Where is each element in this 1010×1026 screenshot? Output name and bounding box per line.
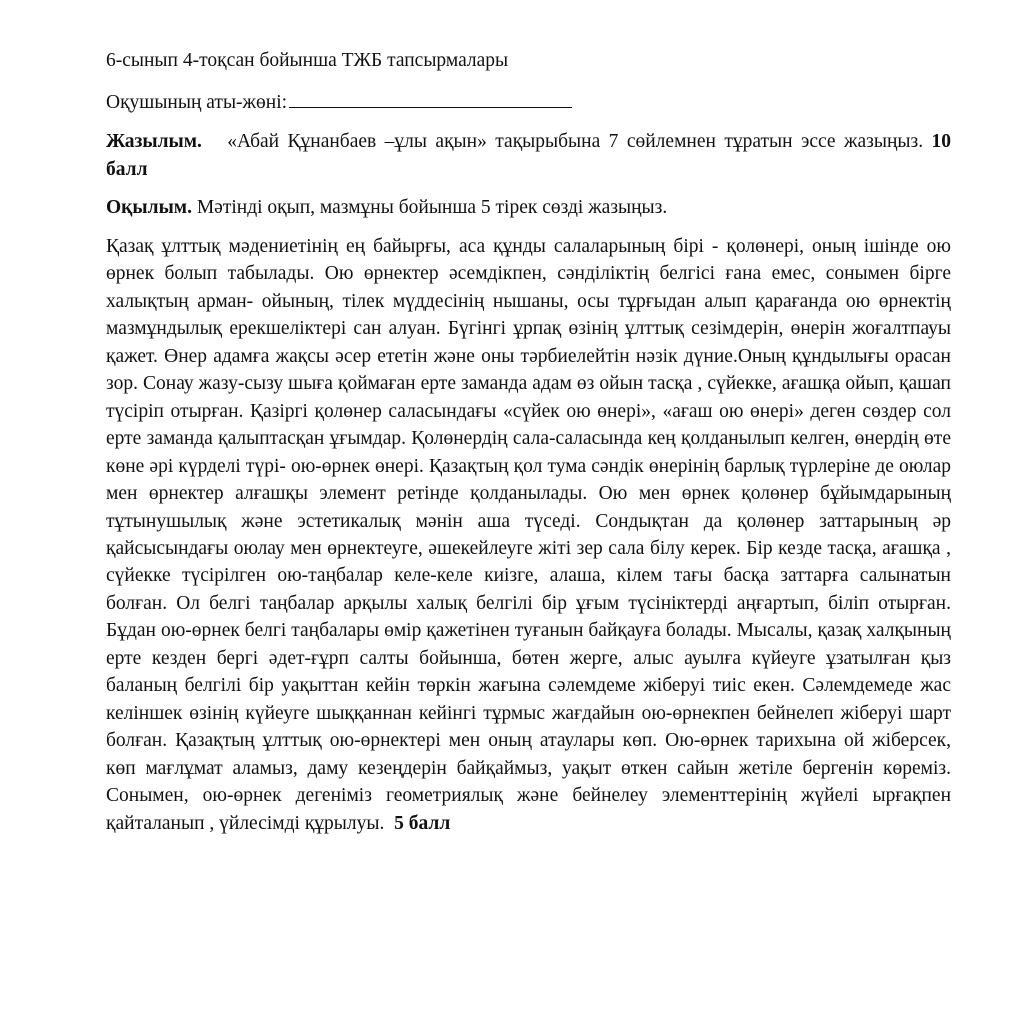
document-title <box>106 44 951 78</box>
student-name-line <box>106 85 951 119</box>
writing-task-label: Жазылым. <box>106 131 202 152</box>
writing-task-points: 10 балл <box>106 131 952 180</box>
document-title-text: 6-сынып 4-тоқсан бойынша ТЖБ тапсырмалары <box>106 50 509 71</box>
writing-task-text: «Абай Құнанбаев –ұлы ақын» тақырыбына 7 сөйлемнен тұратын эссе жазыңыз. <box>227 131 924 152</box>
reading-passage <box>106 233 951 837</box>
reading-task-label: Оқылым. <box>106 197 192 218</box>
writing-task <box>106 128 951 183</box>
reading-task-text: Мәтінді оқып, мазмұны бойынша 5 тірек сөзді жазыңыз. <box>196 197 668 218</box>
reading-passage-text: Қазақ ұлттық мәдениетінің ең байырғы, аса құнды салаларының бірі - қолөнері, оның ішінде ою өрнек болып табылады. Ою өрнектер әсемдікпен, сәнділіктің белгісі ғана емес, сонымен бірге халықтың арман- ойының, тілек мүддесінің нышаны, осы тұрғыдан алып қарағанда ою өрнектің мазмұндылық ерекшеліктері сан алуан. Бүгінгі ұрпақ өзінің ұлттық сезімдерін, өнерін жоғалтпауы қажет. Өнер адамға жақсы әсер ететін және оны тәрбиелейтін нәзік дүние.Оның құндылығы орасан зор. Сонау жазу-сызу шыға қоймаған ерте заманда адам өз ойын тасқа , сүйекке, ағашқа ойып, қашап түсіріп отырған. Қазіргі қолөнер саласындағы «сүйек ою өнері», «ағаш ою өнері» деген сөздер сол ерте заманда қалыптасқан ұғымдар. Қолөнердің сала-саласында кең қолданылып келген, өнердің өте көне әрі күрделі түрі- ою-өрнек өнері. Қазақтың қол тума сәндік өнерінің барлық түрлеріне де оюлар мен өрнектер алғашқы элемент ретінде қолданылады. Ою мен өрнек қолөнер бұйымдарының тұтынушылық және эстетикалық мәнін аша түседі. Сондықтан да қолөнер заттарының әр қайсысындағы оюлау мен өрнектеуге, әшекейлеуге жіті зер сала білу керек. Бір кезде тасқа, ағашқа , сүйекке түсірілген ою-таңбалар келе-келе киізге, алаша, кілем тағы басқа заттарға салынатын болған. Ол белгі таңбалар арқылы халық белгілі бір ұғым түсініктерді аңғартып, біліп отырған. Бұдан ою-өрнек белгі таңбалары өмір қажетінен туғанын байқауға болады. Мысалы, қазақ халқының ерте кезден бергі әдет-ғұрп салты бойынша, бөтен жерге, алыс ауылға күйеуге ұзатылған қыз баланың белгілі бір уақыттан кейін төркін жағына сәлемдеме жіберуі тиіс екен. Сәлемдемеде жас келіншек өзінің күйеуге шыққаннан кейінгі тұрмыс жағдайын ою-өрнекпен бейнелеп жіберуі шарт болған. Қазақтың ұлттық ою-өрнектері мен оның атаулары көп. Ою-өрнек тарихына ой жіберсек, көп мағлұмат аламыз, даму кезеңдерін байқаймыз, уақыт өткен сайын жетіле бергенін көреміз. Сонымен, ою-өрнек дегеніміз геометриялық және бейнелеу элементтерінің жүйелі ырғақпен қайталанып , үйлесімді құрылуы. <box>106 236 951 834</box>
student-name-blank <box>289 85 572 108</box>
reading-passage-points: 5 балл <box>394 812 451 834</box>
student-name-label: Оқушының аты-жөні: <box>106 92 288 113</box>
document-page <box>106 44 951 837</box>
reading-task <box>106 191 951 225</box>
